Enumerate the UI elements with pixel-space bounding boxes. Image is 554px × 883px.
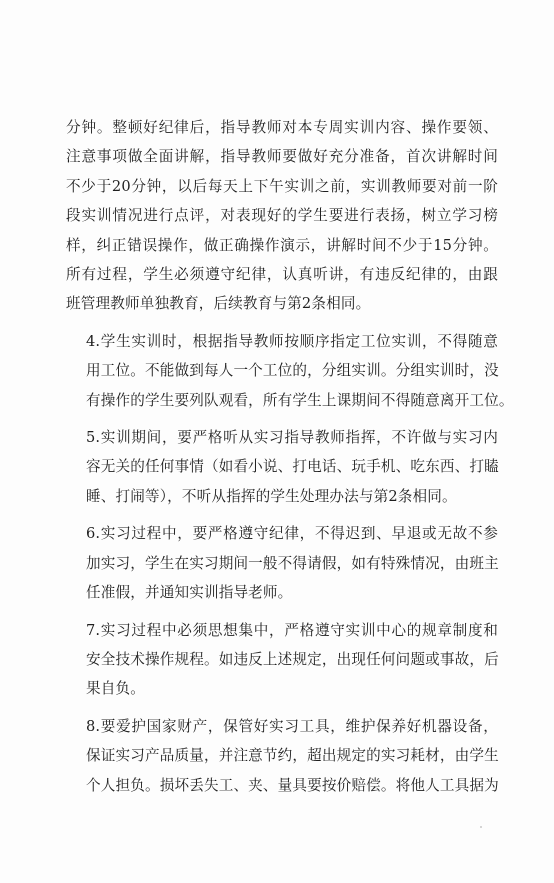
paragraph	[66, 616, 498, 704]
paragraph	[66, 712, 498, 800]
paragraph-line: 注意事项做全面讲解，指导教师要做好充分准备，首次讲解时间	[66, 148, 498, 166]
paragraph-line: 8.要爱护国家财产，保管好实习工具，维护保养好机器设备，	[86, 717, 498, 735]
paragraph-line: 果自负。	[86, 680, 145, 698]
paragraph-line: 不少于20分钟，以后每天上下午实训之前，实训教师要对前一阶	[66, 177, 498, 195]
paragraph-line: 样，纠正错误操作，做正确操作演示，讲解时间不少于15分钟。	[66, 236, 498, 254]
paragraph-line: 分钟。整顿好纪律后，指导教师对本专周实训内容、操作要领、	[66, 119, 498, 136]
paragraph-line: 睡、打闹等），不听从指挥的学生处理办法与第2条相同。	[86, 487, 457, 505]
paragraph-line: 4.学生实训时，根据指导教师按顺序指定工位实训，不得随意	[86, 332, 498, 350]
paragraph	[66, 327, 514, 415]
paragraph-line: 安全技术操作规程。如违反上述规定，出现任何问题或事故，后	[86, 650, 499, 668]
paragraph-line: 有操作的学生要列队观看，所有学生上课期间不得随意离开工位。	[86, 391, 514, 409]
paragraph-line: 任准假，并通知实训指导老师。	[86, 584, 293, 602]
paragraph	[66, 519, 498, 607]
scan-speck	[480, 826, 482, 828]
paragraph-line: 所有过程，学生必须遵守纪律，认真听讲，有违反纪律的，由跟	[66, 266, 498, 284]
paragraph-line: 容无关的任何事情（如看小说、打电话、玩手机、吃东西、打瞌	[86, 458, 499, 476]
paragraph-line: 段实训情况进行点评，对表现好的学生要进行表扬，树立学习榜	[66, 207, 498, 225]
paragraph-line: 班管理教师单独教育，后续教育与第2条相同。	[66, 295, 371, 313]
paragraph-line: 保证实习产品质量，并注意节约，超出规定的实习耗材，由学生	[86, 747, 499, 765]
paragraph-line: 7.实习过程中必须思想集中，严格遵守实训中心的规章制度和	[86, 621, 498, 639]
paragraph	[66, 113, 498, 319]
paragraph	[66, 423, 498, 511]
paragraph-line: 5.实训期间，要严格听从实习指导教师指挥，不许做与实习内	[86, 429, 498, 447]
paragraph-line: 个人担负。损坏丢失工、夹、量具要按价赔偿。将他人工具据为	[86, 776, 499, 794]
document-body	[66, 113, 514, 800]
paragraph-line: 6.实习过程中，要严格遵守纪律，不得迟到、早退或无故不参	[86, 525, 498, 543]
paragraph-line: 用工位。不能做到每人一个工位的，分组实训。分组实训时，没	[86, 362, 499, 380]
paragraph-line: 加实习，学生在实习期间一般不得请假，如有特殊情况，由班主	[86, 554, 499, 572]
